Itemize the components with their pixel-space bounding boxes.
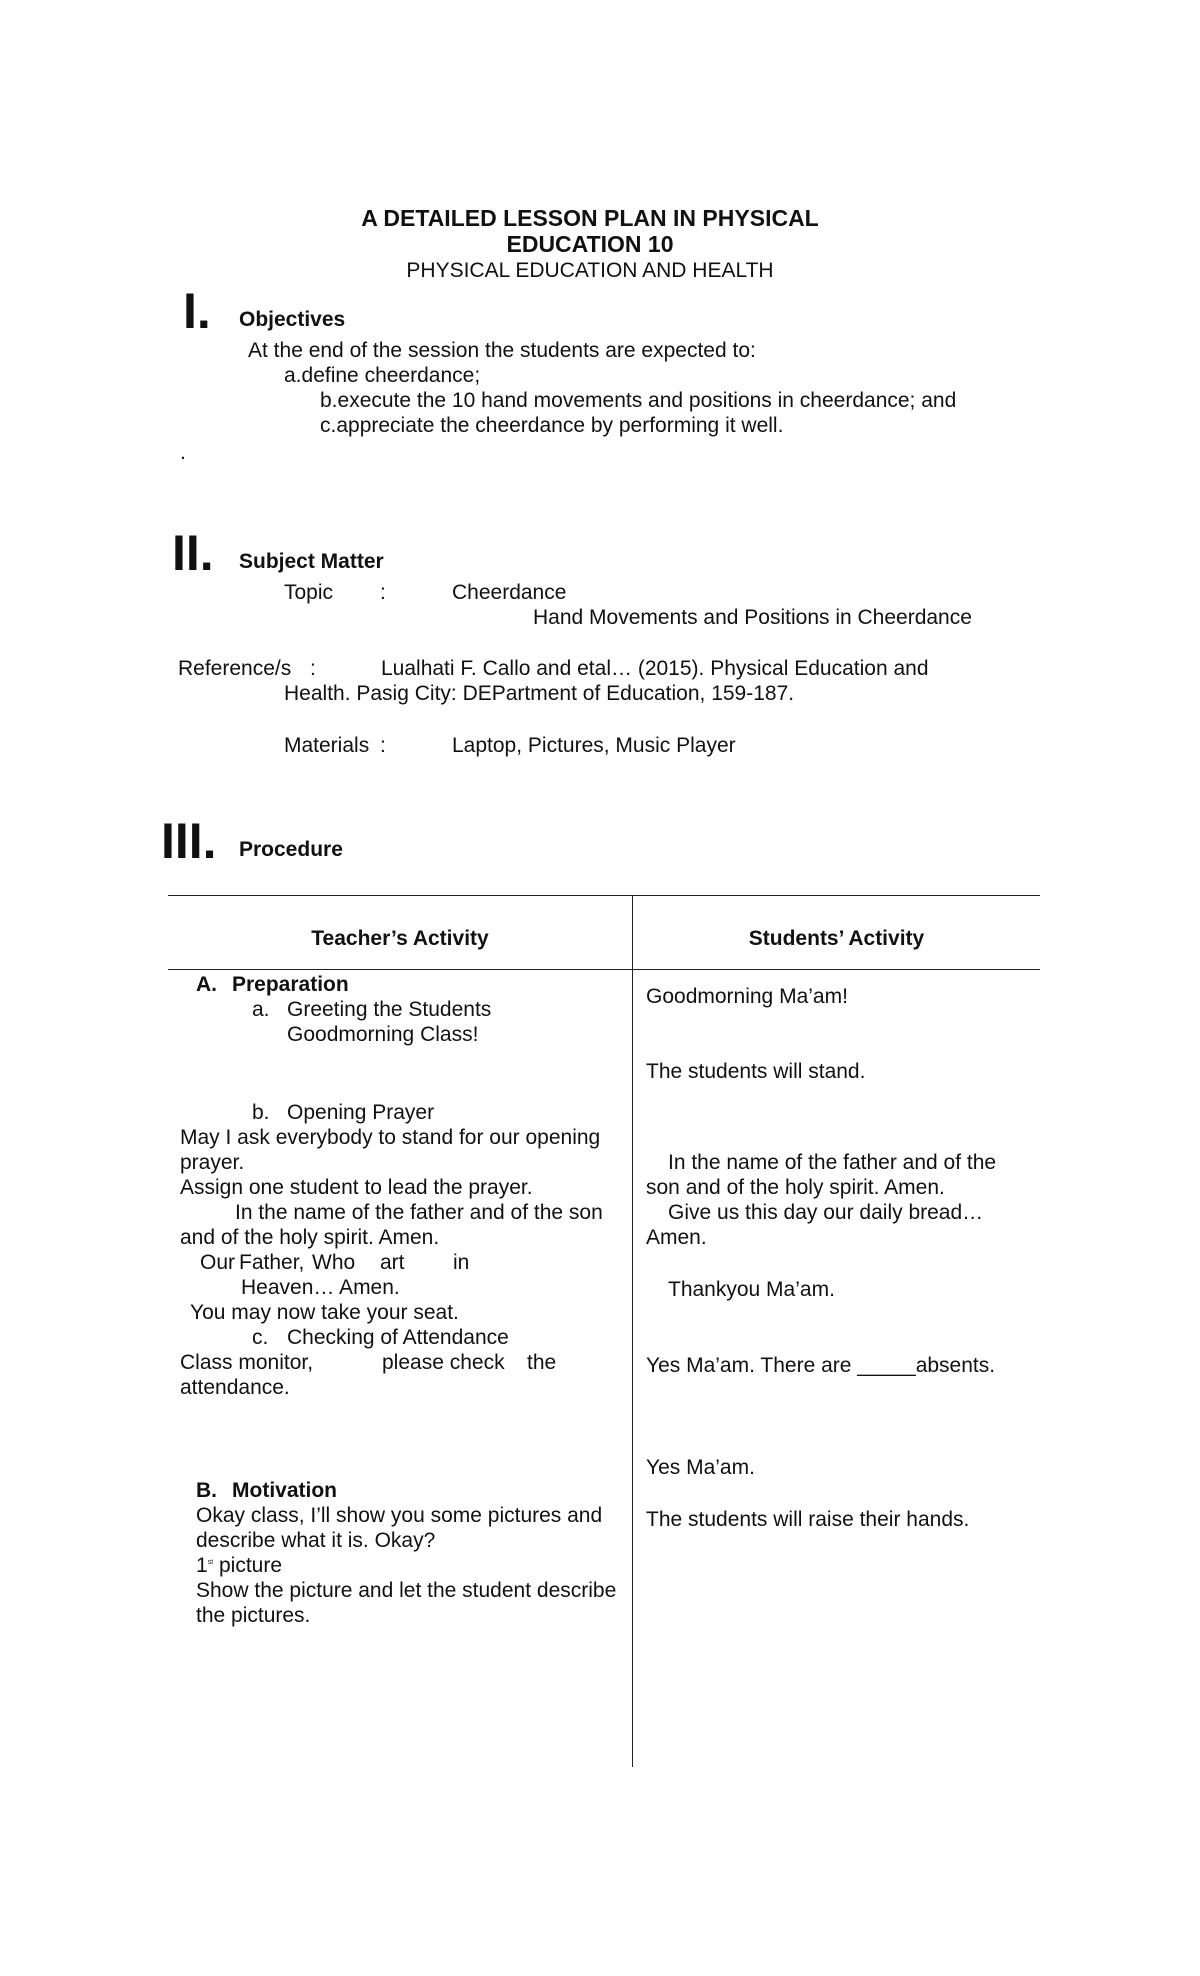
motivation-line1: Okay class, I’ll show you some pictures and: [196, 1504, 603, 1527]
section-numeral-iii: III.: [161, 813, 217, 869]
section-a-letter: A.: [196, 973, 217, 996]
student-response-stand: The students will stand.: [646, 1060, 866, 1083]
reference-line2: Health. Pasig City: DEPartment of Education, 159-187.: [284, 682, 795, 705]
motivation-line3-text: picture: [218, 1554, 283, 1577]
motivation-line3: [196, 1553, 282, 1578]
prayer-line4: In the name of the father and of the son: [235, 1201, 603, 1224]
section-b-letter: B.: [196, 1479, 217, 1502]
attendance-title: Checking of Attendance: [287, 1326, 509, 1349]
objective-item-b: b.execute the 10 hand movements and positions in cheerdance; and: [320, 389, 957, 412]
document-title-line2: EDUCATION 10: [506, 231, 674, 257]
objectives-intro: At the end of the session the students are expected to:: [248, 339, 756, 362]
prayer-line6-word4: art: [380, 1251, 405, 1274]
reference-colon: :: [310, 657, 316, 680]
column-header-students: Students’ Activity: [748, 927, 925, 950]
procedure-heading: Procedure: [239, 838, 343, 861]
absents-blank: _____: [857, 1354, 916, 1377]
materials-label: Materials: [284, 734, 370, 757]
section-a-title: Preparation: [232, 973, 349, 996]
document-title-line1: A DETAILED LESSON PLAN IN PHYSICAL: [361, 205, 819, 231]
attendance-line1-b: please check: [382, 1351, 505, 1374]
attendance-letter: c.: [252, 1326, 269, 1349]
prayer-line8: You may now take your seat.: [190, 1301, 459, 1324]
subject-matter-heading: Subject Matter: [239, 550, 384, 573]
prayer-line2: prayer.: [180, 1151, 245, 1174]
reference-label: Reference/s: [178, 657, 292, 680]
greeting-text: Goodmorning Class!: [287, 1023, 479, 1046]
student-response-greeting: Goodmorning Ma’am!: [646, 985, 848, 1008]
topic-subtitle: Hand Movements and Positions in Cheerdance: [533, 606, 972, 629]
greeting-letter: a.: [252, 998, 270, 1021]
prayer-title: Opening Prayer: [287, 1101, 435, 1124]
materials-value: Laptop, Pictures, Music Player: [452, 734, 736, 757]
prayer-line6-word5: in: [453, 1251, 470, 1274]
attendance-line2: attendance.: [180, 1376, 290, 1399]
stray-dot: .: [180, 441, 186, 464]
student-prayer-line2: son and of the holy spirit. Amen.: [646, 1176, 945, 1199]
section-numeral-ii: II.: [172, 525, 214, 581]
topic-colon: :: [380, 581, 386, 604]
table-column-divider: [632, 895, 633, 1767]
greeting-title: Greeting the Students: [287, 998, 492, 1021]
section-b-title: Motivation: [232, 1479, 337, 1502]
motivation-line3-number: 1: [196, 1554, 208, 1577]
objective-item-c: c.appreciate the cheerdance by performing it well.: [320, 414, 784, 437]
student-response-absents-a: Yes Ma’am. There are: [646, 1354, 852, 1377]
attendance-line1-a: Class monitor,: [180, 1351, 314, 1374]
prayer-letter: b.: [252, 1101, 270, 1124]
student-response-thankyou: Thankyou Ma’am.: [668, 1278, 835, 1301]
prayer-line3: Assign one student to lead the prayer.: [180, 1176, 533, 1199]
table-top-border: [168, 895, 1040, 896]
prayer-line6-word2: Father,: [239, 1251, 305, 1274]
student-prayer-line4: Amen.: [646, 1226, 707, 1249]
prayer-line5: and of the holy spirit. Amen.: [180, 1226, 440, 1249]
topic-label: Topic: [284, 581, 334, 604]
topic-value: Cheerdance: [452, 581, 567, 604]
document-subtitle: PHYSICAL EDUCATION AND HEALTH: [406, 259, 774, 282]
reference-line1: Lualhati F. Callo and etal… (2015). Physical Education and: [381, 657, 929, 680]
prayer-line6-word3: Who: [312, 1251, 356, 1274]
motivation-line5: the pictures.: [196, 1604, 311, 1627]
attendance-line1-c: the: [527, 1351, 557, 1374]
prayer-line7: Heaven… Amen.: [241, 1276, 400, 1299]
prayer-line1: May I ask everybody to stand for our opening: [180, 1126, 601, 1149]
motivation-line2: describe what it is. Okay?: [196, 1529, 436, 1552]
table-header-border: [168, 969, 1040, 970]
student-response-absents-b: absents.: [915, 1354, 996, 1377]
student-response-raise-hands: The students will raise their hands.: [646, 1508, 970, 1531]
student-prayer-line3: Give us this day our daily bread…: [668, 1201, 984, 1224]
prayer-line6-word1: Our: [200, 1251, 236, 1274]
column-header-teacher: Teacher’s Activity: [311, 927, 489, 950]
student-response-yes: Yes Ma’am.: [646, 1456, 755, 1479]
motivation-line3-superscript: st: [207, 1559, 214, 1566]
objective-item-a: a.define cheerdance;: [284, 364, 481, 387]
section-numeral-i: I.: [183, 283, 211, 339]
student-response-absents: [646, 1353, 995, 1378]
materials-colon: :: [380, 734, 386, 757]
objectives-heading: Objectives: [239, 308, 346, 331]
student-prayer-line1: In the name of the father and of the: [668, 1151, 997, 1174]
motivation-line4: Show the picture and let the student describe: [196, 1579, 617, 1602]
